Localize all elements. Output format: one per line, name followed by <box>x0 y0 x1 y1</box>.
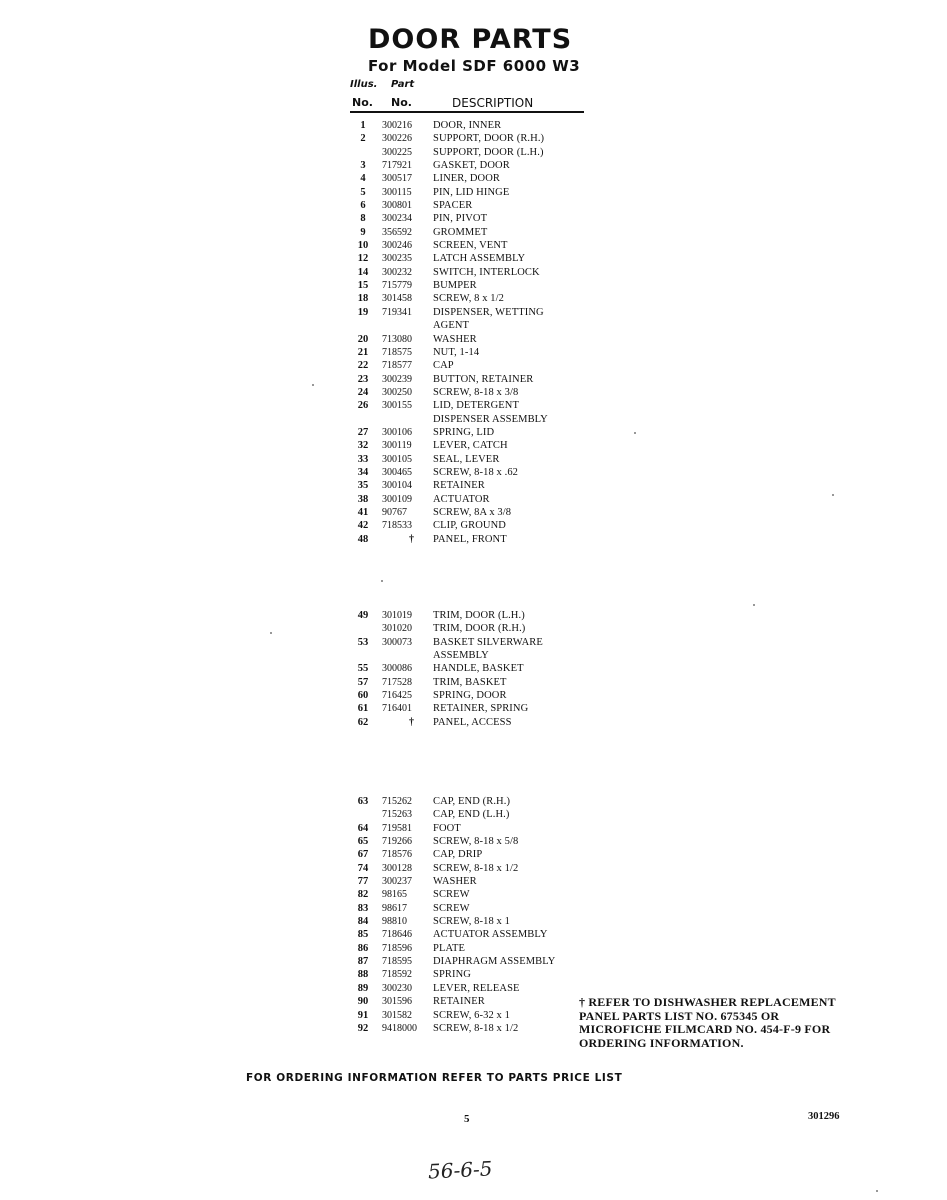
part-number: 718595 <box>382 956 412 968</box>
part-description: SPRING, LID <box>433 426 495 438</box>
illus-number: 10 <box>357 240 369 252</box>
part-row <box>352 662 582 675</box>
part-number: 300801 <box>382 200 412 212</box>
part-description: TRIM, DOOR (R.H.) <box>433 623 526 635</box>
part-row <box>352 266 582 279</box>
part-description: PANEL, ACCESS <box>433 716 512 728</box>
illus-number: 23 <box>357 373 369 385</box>
scan-speck <box>876 1190 878 1192</box>
parts-group-2 <box>352 609 582 729</box>
illus-number: 41 <box>357 506 369 518</box>
part-number: 300232 <box>382 266 412 278</box>
part-description: ASSEMBLY <box>433 650 489 662</box>
part-number: 356592 <box>382 226 412 238</box>
part-row <box>352 292 582 305</box>
illus-number: 62 <box>357 716 369 728</box>
column-header-illus-no: No. <box>352 96 373 109</box>
part-description: DOOR, INNER <box>433 120 502 131</box>
illus-number: 15 <box>357 280 369 292</box>
illus-number: 20 <box>357 333 369 345</box>
part-row <box>352 506 582 519</box>
illus-number: 55 <box>357 663 369 675</box>
part-description: GROMMET <box>433 226 488 238</box>
part-description: LID, DETERGENT <box>433 400 519 412</box>
part-number: 300105 <box>382 453 412 465</box>
illus-number: 67 <box>357 849 369 861</box>
part-description: CAP <box>433 360 454 372</box>
part-number: 716425 <box>382 690 412 702</box>
part-description: TRIM, BASKET <box>433 676 507 688</box>
part-number: 300115 <box>382 186 412 198</box>
part-description: LEVER, RELEASE <box>433 982 520 994</box>
illus-number: 88 <box>357 969 369 981</box>
part-number: 98810 <box>382 916 407 928</box>
part-row <box>352 132 582 145</box>
part-row <box>352 1022 582 1035</box>
part-row <box>352 319 582 332</box>
part-row <box>352 373 582 386</box>
part-number: 719581 <box>382 822 412 834</box>
illus-number: 77 <box>357 876 369 888</box>
illus-number: 87 <box>357 956 369 968</box>
part-description: LEVER, CATCH <box>433 440 508 452</box>
part-description: SCREW, 8-18 x 1 <box>433 916 510 928</box>
document-number: 301296 <box>808 1111 840 1122</box>
part-description: DISPENSER ASSEMBLY <box>433 413 548 425</box>
part-row <box>352 226 582 239</box>
part-number: 300465 <box>382 466 412 478</box>
part-number: 300234 <box>382 213 412 225</box>
part-description: PLATE <box>433 942 465 954</box>
part-row <box>352 346 582 359</box>
header-rule <box>350 111 584 113</box>
part-number: 719341 <box>382 306 412 318</box>
part-row <box>352 159 582 172</box>
part-description: WASHER <box>433 876 477 888</box>
part-row <box>352 676 582 689</box>
part-number: 90767 <box>382 506 407 518</box>
part-number: 718577 <box>382 360 412 372</box>
part-description: NUT, 1-14 <box>433 346 480 358</box>
scan-speck <box>634 432 636 434</box>
illus-number: 89 <box>357 982 369 994</box>
illus-number: 32 <box>357 440 369 452</box>
part-number: 301458 <box>382 293 412 305</box>
illus-number: 3 <box>360 160 366 172</box>
part-number: 718592 <box>382 969 412 981</box>
part-description: SEAL, LEVER <box>433 453 500 465</box>
part-row <box>352 479 582 492</box>
part-row <box>352 942 582 955</box>
part-number: 300237 <box>382 876 412 888</box>
part-number: 718596 <box>382 942 412 954</box>
part-row <box>352 519 582 532</box>
part-description: FOOT <box>433 822 461 834</box>
part-description: SCREW <box>433 902 470 914</box>
part-description: SUPPORT, DOOR (L.H.) <box>433 146 544 158</box>
part-number: 300517 <box>382 173 412 185</box>
illus-number: 5 <box>360 186 366 198</box>
illus-number: 8 <box>360 213 366 225</box>
part-row <box>352 968 582 981</box>
illus-number: 42 <box>357 520 369 532</box>
part-description: BUTTON, RETAINER <box>433 373 534 385</box>
part-row <box>352 716 582 729</box>
part-row <box>352 466 582 479</box>
illus-number: 64 <box>357 822 369 834</box>
part-row <box>352 689 582 702</box>
part-description: PIN, LID HINGE <box>433 186 510 198</box>
part-number: 718576 <box>382 849 412 861</box>
part-row <box>352 649 582 662</box>
part-row <box>352 172 582 185</box>
part-description: RETAINER <box>433 480 485 492</box>
illus-number: 63 <box>357 796 369 807</box>
part-description: SCREW, 8-18 x .62 <box>433 466 519 478</box>
part-row <box>352 808 582 821</box>
column-header-part: Part <box>391 79 415 90</box>
illus-number: 57 <box>357 676 369 688</box>
part-description: SCREW, 8 x 1/2 <box>433 293 505 305</box>
illus-number: 83 <box>357 902 369 914</box>
part-number: 717528 <box>382 676 412 688</box>
part-row <box>352 622 582 635</box>
part-description: CLIP, GROUND <box>433 520 506 532</box>
scan-speck <box>381 580 383 582</box>
parts-group-1 <box>352 119 582 546</box>
part-description: TRIM, DOOR (L.H.) <box>433 610 525 621</box>
illus-number: 60 <box>357 690 369 702</box>
scan-speck <box>270 632 272 634</box>
illus-number: 12 <box>357 253 369 265</box>
part-number: 715262 <box>382 796 412 807</box>
part-row <box>352 702 582 715</box>
illus-number: 91 <box>357 1009 369 1021</box>
part-number: 300235 <box>382 253 412 265</box>
part-row <box>352 453 582 466</box>
part-row <box>352 279 582 292</box>
illus-number: 22 <box>357 360 369 372</box>
illus-number: 19 <box>357 306 369 318</box>
part-number: 719266 <box>382 836 412 848</box>
parts-group-3 <box>352 795 582 1035</box>
part-number: 716401 <box>382 703 412 715</box>
part-row <box>352 359 582 372</box>
illus-number: 21 <box>357 346 369 358</box>
part-number: 718646 <box>382 929 412 941</box>
replacement-panel-note: † REFER TO DISHWASHER REPLACEMENT PANEL PARTS LIST NO. 675345 OR MICROFICHE FILMCARD NO. 454-F-9 FOR ORDERING INFORMATION. <box>579 995 836 1050</box>
page-title: DOOR PARTS <box>368 24 573 55</box>
illus-number: 92 <box>357 1022 369 1034</box>
part-row <box>352 493 582 506</box>
part-row <box>352 995 582 1008</box>
illus-number: 1 <box>360 120 366 131</box>
part-row <box>352 636 582 649</box>
part-row <box>352 413 582 426</box>
scan-speck <box>312 384 314 386</box>
illus-number: 34 <box>357 466 369 478</box>
illus-number: 65 <box>357 836 369 848</box>
part-description: SWITCH, INTERLOCK <box>433 266 540 278</box>
part-row <box>352 426 582 439</box>
part-row <box>352 862 582 875</box>
part-number: 300104 <box>382 480 412 492</box>
part-description: SPRING, DOOR <box>433 690 507 702</box>
part-row <box>352 915 582 928</box>
part-description: CAP, END (L.H.) <box>433 809 510 821</box>
part-number: 300086 <box>382 663 412 675</box>
part-description: SCREW, 8-18 x 1/2 <box>433 1022 519 1034</box>
part-description: WASHER <box>433 333 477 345</box>
illus-number: 90 <box>357 996 369 1008</box>
part-number: 300226 <box>382 133 412 145</box>
part-description: PANEL, FRONT <box>433 533 507 545</box>
illus-number: 4 <box>360 173 366 185</box>
part-row <box>352 1009 582 1022</box>
part-description: BUMPER <box>433 280 477 292</box>
illus-number: 27 <box>357 426 369 438</box>
part-number: 300225 <box>382 146 412 158</box>
part-number: 715263 <box>382 809 412 821</box>
part-description: AGENT <box>433 320 470 332</box>
part-description: SCREW, 8A x 3/8 <box>433 506 512 518</box>
scan-speck <box>753 604 755 606</box>
part-number: 300119 <box>382 440 412 452</box>
illus-number: 48 <box>357 533 369 545</box>
illus-number: 74 <box>357 862 369 874</box>
part-description: HANDLE, BASKET <box>433 663 524 675</box>
part-description: DIAPHRAGM ASSEMBLY <box>433 956 556 968</box>
part-row <box>352 888 582 901</box>
part-row <box>352 239 582 252</box>
part-row <box>352 822 582 835</box>
illus-number: 82 <box>357 889 369 901</box>
part-number: 300230 <box>382 982 412 994</box>
illus-number: 33 <box>357 453 369 465</box>
part-row <box>352 902 582 915</box>
part-number: 718575 <box>382 346 412 358</box>
part-number: 300216 <box>382 120 412 131</box>
part-description: LATCH ASSEMBLY <box>433 253 526 265</box>
column-header-illus: Illus. <box>350 79 378 90</box>
part-description: SCREW, 8-18 x 3/8 <box>433 386 519 398</box>
part-number: † <box>409 716 414 728</box>
part-description: RETAINER <box>433 996 485 1008</box>
part-row <box>352 399 582 412</box>
part-number: 301019 <box>382 610 412 621</box>
part-row <box>352 252 582 265</box>
illus-number: 14 <box>357 266 369 278</box>
part-row <box>352 186 582 199</box>
part-description: SPRING <box>433 969 471 981</box>
part-number: 713080 <box>382 333 412 345</box>
part-number: 98165 <box>382 889 407 901</box>
scan-speck <box>832 494 834 496</box>
part-number: 300155 <box>382 400 412 412</box>
ordering-information: FOR ORDERING INFORMATION REFER TO PARTS PRICE LIST <box>246 1072 623 1084</box>
part-number: 301582 <box>382 1009 412 1021</box>
part-number: 300106 <box>382 426 412 438</box>
part-description: ACTUATOR <box>433 493 490 505</box>
part-row <box>352 146 582 159</box>
part-row <box>352 928 582 941</box>
illus-number: 6 <box>360 200 366 212</box>
illus-number: 53 <box>357 636 369 648</box>
part-row <box>352 875 582 888</box>
part-number: 300109 <box>382 493 412 505</box>
part-row <box>352 199 582 212</box>
part-number: † <box>409 533 414 545</box>
part-number: 300128 <box>382 862 412 874</box>
part-row <box>352 982 582 995</box>
part-description: SCREW, 8-18 x 1/2 <box>433 862 519 874</box>
part-description: ACTUATOR ASSEMBLY <box>433 929 548 941</box>
part-number: 300073 <box>382 636 412 648</box>
part-row <box>352 212 582 225</box>
part-number: 300246 <box>382 240 412 252</box>
part-description: SUPPORT, DOOR (R.H.) <box>433 133 545 145</box>
illus-number: 2 <box>360 133 366 145</box>
part-row <box>352 848 582 861</box>
part-number: 98617 <box>382 902 407 914</box>
illus-number: 86 <box>357 942 369 954</box>
part-description: CAP, END (R.H.) <box>433 796 511 807</box>
part-row <box>352 533 582 546</box>
part-description: BASKET SILVERWARE <box>433 636 543 648</box>
part-description: PIN, PIVOT <box>433 213 488 225</box>
illus-number: 35 <box>357 480 369 492</box>
handwritten-note: 56-6-5 <box>427 1156 494 1184</box>
part-description: RETAINER, SPRING <box>433 703 529 715</box>
part-number: 301596 <box>382 996 412 1008</box>
part-row <box>352 119 582 132</box>
part-description: SPACER <box>433 200 473 212</box>
part-description: SCREW <box>433 889 470 901</box>
illus-number: 84 <box>357 916 369 928</box>
part-row <box>352 333 582 346</box>
part-description: SCREW, 6-32 x 1 <box>433 1009 510 1021</box>
column-header-description: DESCRIPTION <box>452 96 534 110</box>
part-number: 9418000 <box>382 1022 417 1034</box>
part-row <box>352 835 582 848</box>
illus-number: 26 <box>357 400 369 412</box>
illus-number: 61 <box>357 703 369 715</box>
part-number: 717921 <box>382 160 412 172</box>
part-number: 300250 <box>382 386 412 398</box>
page-number: 5 <box>464 1113 470 1125</box>
column-header-part-no: No. <box>391 96 412 109</box>
part-number: 718533 <box>382 520 412 532</box>
part-row <box>352 609 582 622</box>
part-description: SCREEN, VENT <box>433 240 508 252</box>
illus-number: 9 <box>360 226 366 238</box>
part-description: CAP, DRIP <box>433 849 483 861</box>
part-number: 715779 <box>382 280 412 292</box>
part-row <box>352 386 582 399</box>
illus-number: 24 <box>357 386 369 398</box>
part-description: DISPENSER, WETTING <box>433 306 544 318</box>
illus-number: 49 <box>357 610 369 621</box>
model-subtitle: For Model SDF 6000 W3 <box>368 57 581 75</box>
part-row <box>352 955 582 968</box>
illus-number: 85 <box>357 929 369 941</box>
part-row <box>352 306 582 319</box>
part-number: 301020 <box>382 623 412 635</box>
part-row <box>352 439 582 452</box>
illus-number: 18 <box>357 293 369 305</box>
part-number: 300239 <box>382 373 412 385</box>
part-row <box>352 795 582 808</box>
illus-number: 38 <box>357 493 369 505</box>
part-description: SCREW, 8-18 x 5/8 <box>433 836 519 848</box>
part-description: GASKET, DOOR <box>433 160 510 172</box>
part-description: LINER, DOOR <box>433 173 501 185</box>
